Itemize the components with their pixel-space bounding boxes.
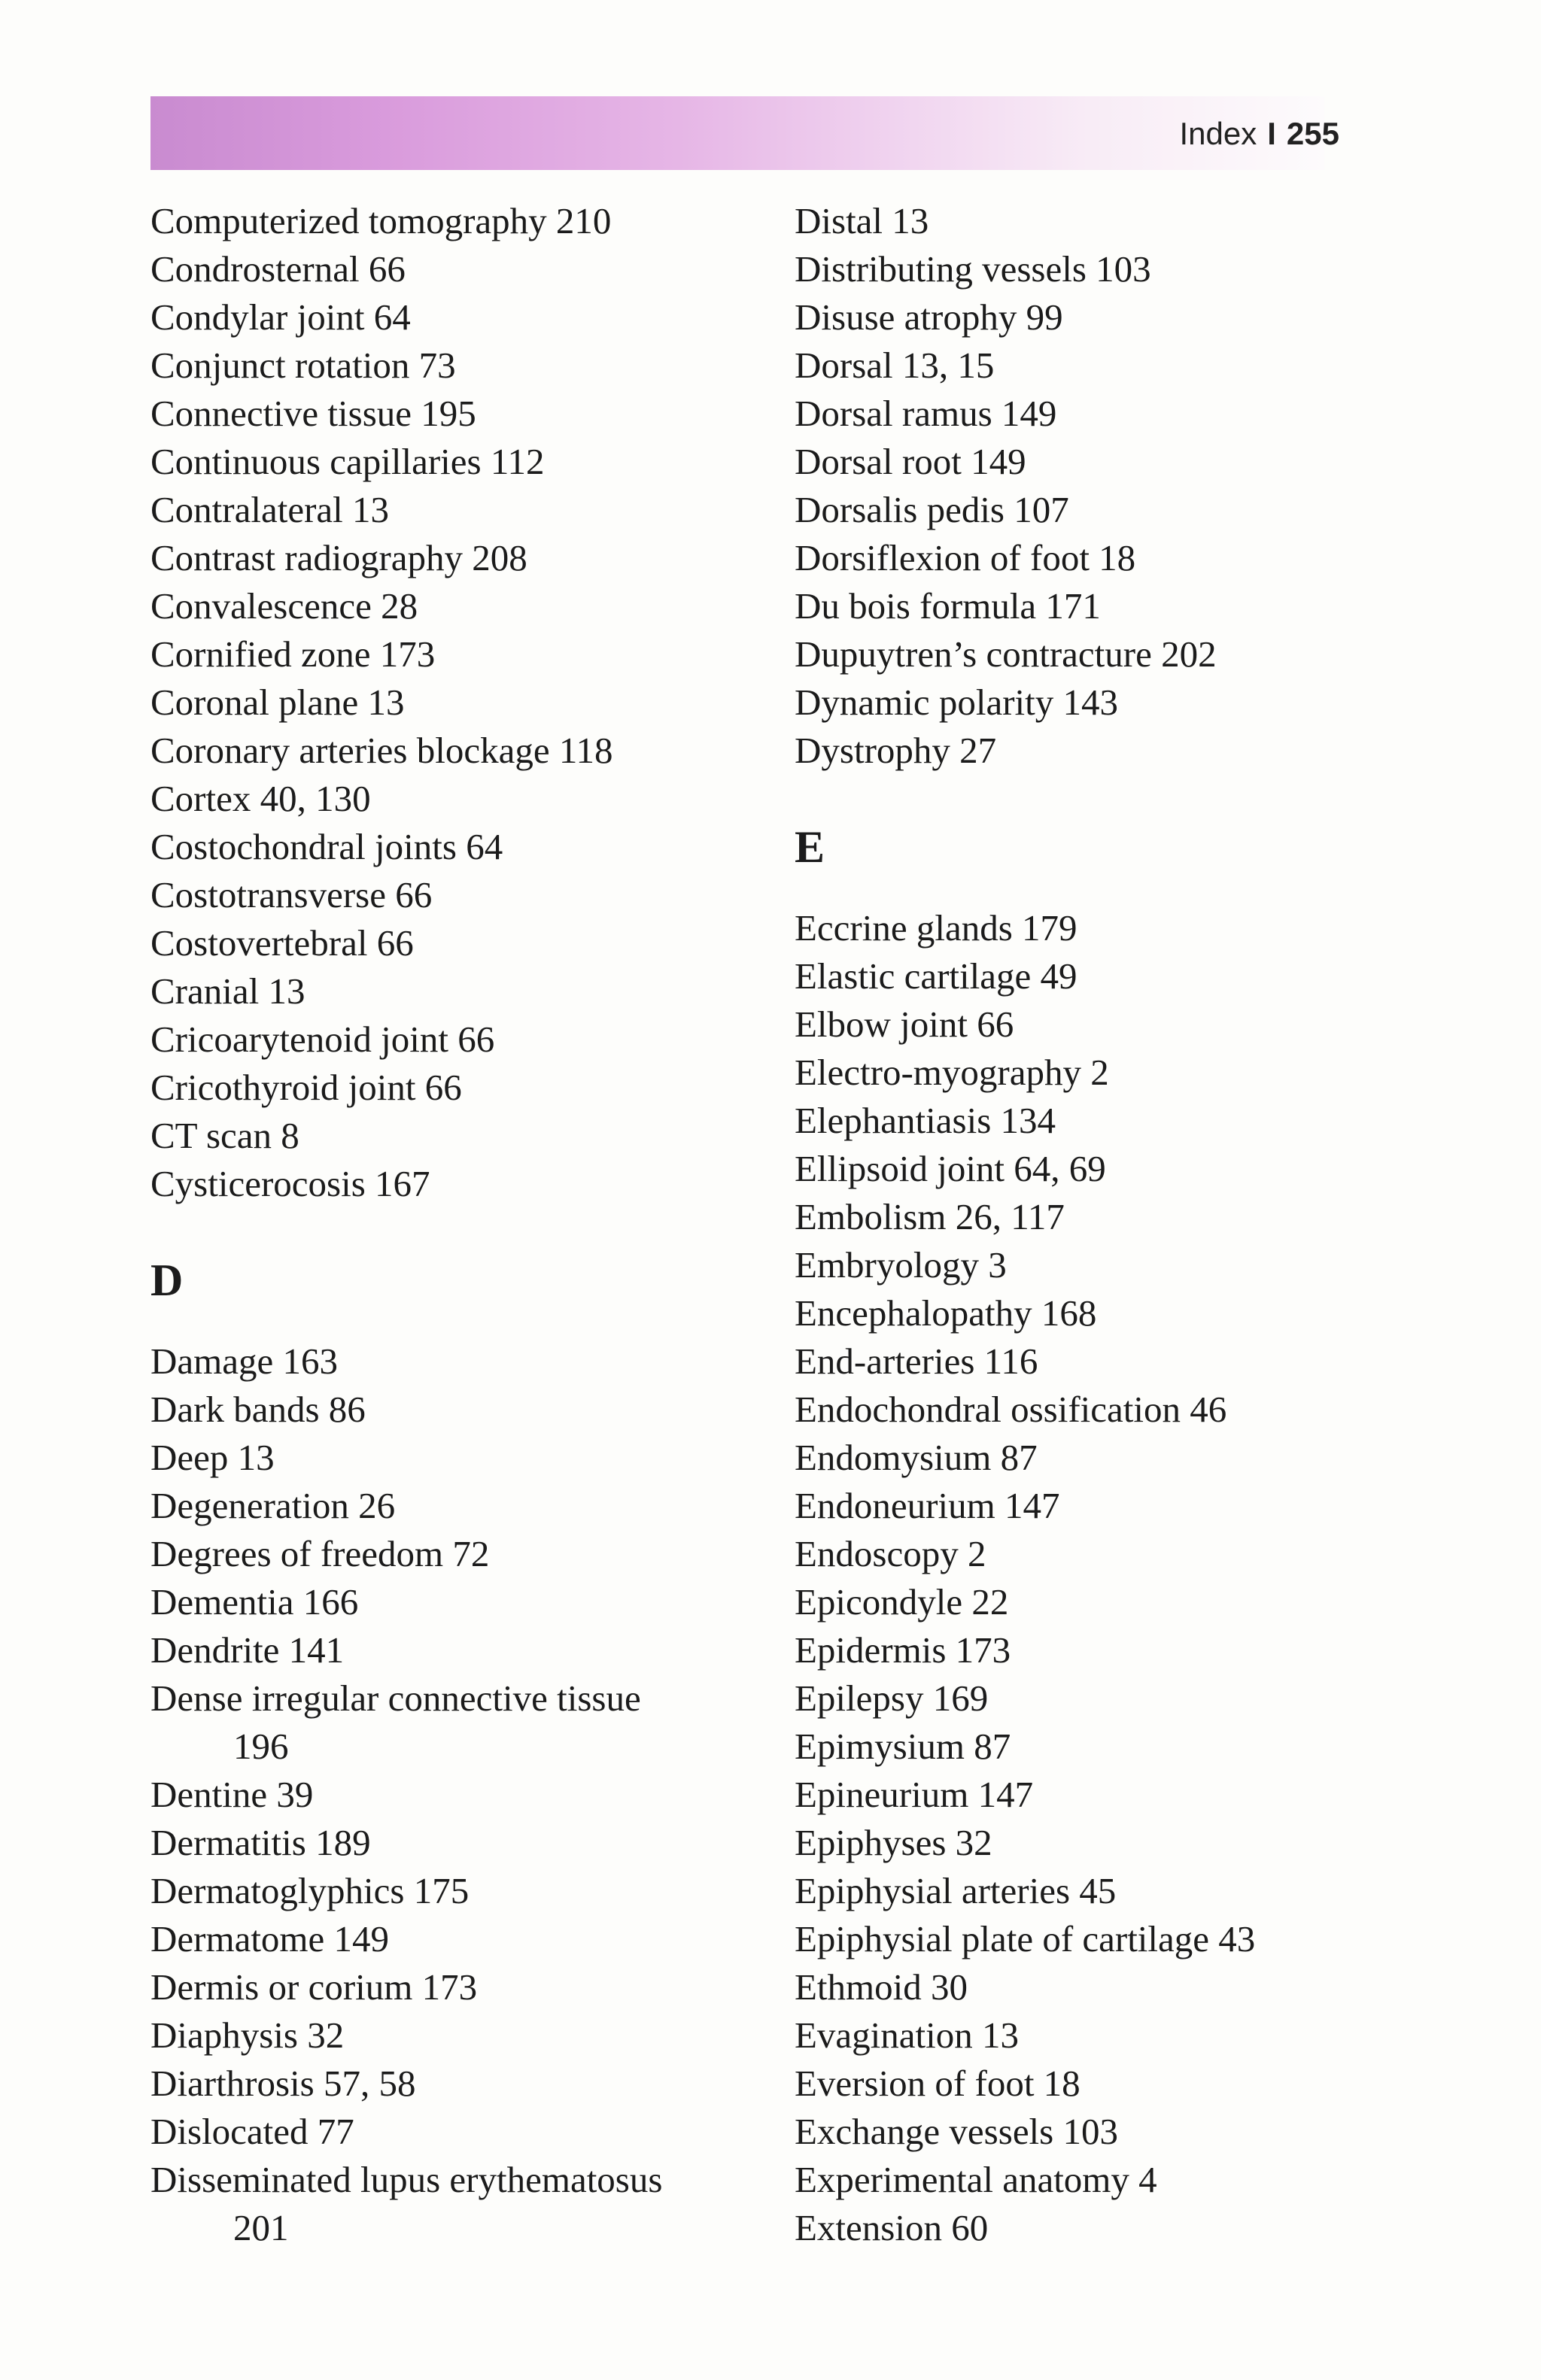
- index-entry: Distal 13: [795, 200, 929, 241]
- index-entry-page: 201: [233, 2207, 289, 2248]
- index-entry: Costotransverse 66: [150, 874, 433, 915]
- index-entry: Ethmoid 30: [795, 1966, 968, 2008]
- index-entry: Exchange vessels 103: [795, 2111, 1118, 2152]
- index-entry: Embryology 3: [795, 1244, 1007, 1286]
- index-entry-disseminated: [150, 2156, 813, 2252]
- index-entry: Electro-myography 2: [795, 1052, 1109, 1093]
- index-letter-heading-d: D: [150, 1255, 184, 1305]
- index-entry: Connective tissue 195: [150, 393, 476, 434]
- index-entry: Degeneration 26: [150, 1485, 396, 1526]
- index-entry: Coronal plane 13: [150, 682, 405, 723]
- running-head-separator: I: [1267, 116, 1276, 151]
- index-entry: Endomysium 87: [795, 1437, 1038, 1478]
- index-entry: Epiphyses 32: [795, 1822, 992, 1863]
- header-color-band: [150, 96, 1324, 170]
- index-entry: Conjunct rotation 73: [150, 345, 456, 386]
- index-entry: Costochondral joints 64: [150, 826, 503, 867]
- index-entry: Dorsal ramus 149: [795, 393, 1057, 434]
- index-entry: Experimental anatomy 4: [795, 2159, 1157, 2200]
- index-entry: Embolism 26, 117: [795, 1196, 1065, 1237]
- index-entry-text: Disseminated lupus erythematosus: [150, 2159, 663, 2200]
- index-entry: Dendrite 141: [150, 1629, 345, 1671]
- index-entry: Dementia 166: [150, 1581, 359, 1623]
- index-entry: Dermatoglyphics 175: [150, 1870, 470, 1911]
- index-group-d-part1: [150, 1337, 813, 1674]
- index-entry: Distributing vessels 103: [795, 248, 1151, 290]
- index-entry: Elephantiasis 134: [795, 1100, 1056, 1141]
- index-entry: Endochondral ossification 46: [795, 1389, 1227, 1430]
- index-entry: End-arteries 116: [795, 1340, 1038, 1382]
- index-entry: Cranial 13: [150, 970, 305, 1012]
- index-entry: Cricoarytenoid joint 66: [150, 1018, 495, 1060]
- index-entry: Extension 60: [795, 2207, 989, 2248]
- index-entry: Eversion of foot 18: [795, 2063, 1081, 2104]
- index-entry: Dorsal root 149: [795, 441, 1026, 482]
- index-entry: Elbow joint 66: [795, 1003, 1014, 1045]
- index-entry-dense-irregular: [150, 1674, 813, 1771]
- index-entry: Dermatome 149: [150, 1918, 390, 1960]
- index-entry: Evagination 13: [795, 2014, 1020, 2056]
- page-number: 255: [1286, 116, 1339, 151]
- index-entry: Epilepsy 169: [795, 1677, 989, 1719]
- index-entry: Ellipsoid joint 64, 69: [795, 1148, 1106, 1189]
- index-entry: Epimysium 87: [795, 1726, 1011, 1767]
- index-group-c: [150, 197, 813, 1208]
- index-entry: Continuous capillaries 112: [150, 441, 545, 482]
- index-entry: Contrast radiography 208: [150, 537, 527, 578]
- index-entry: Dark bands 86: [150, 1389, 366, 1430]
- index-entry: Dynamic polarity 143: [795, 682, 1119, 723]
- index-entry-text: Dense irregular connective tissue: [150, 1677, 641, 1719]
- index-entry: Dorsal 13, 15: [795, 345, 995, 386]
- index-entry: Deep 13: [150, 1437, 275, 1478]
- index-column-right: [795, 197, 1457, 2252]
- index-entry: Dorsalis pedis 107: [795, 489, 1069, 530]
- index-entry: Coronary arteries blockage 118: [150, 730, 613, 771]
- index-entry: Condylar joint 64: [150, 296, 411, 338]
- index-entry: Epiphysial arteries 45: [795, 1870, 1117, 1911]
- index-column-left: [150, 197, 813, 2252]
- index-entry: Costovertebral 66: [150, 922, 414, 964]
- index-entry: Damage 163: [150, 1340, 338, 1382]
- index-entry: Diaphysis 32: [150, 2014, 345, 2056]
- index-entry: CT scan 8: [150, 1115, 299, 1156]
- index-entry: Dermis or corium 173: [150, 1966, 478, 2008]
- index-entry: Convalescence 28: [150, 585, 418, 627]
- running-head: [1180, 114, 1340, 153]
- index-entry: Cortex 40, 130: [150, 778, 371, 819]
- index-entry: Dermatitis 189: [150, 1822, 371, 1863]
- index-entry: Diarthrosis 57, 58: [150, 2063, 416, 2104]
- index-group-d-continued: [795, 197, 1457, 775]
- index-entry: Computerized tomography 210: [150, 200, 612, 241]
- index-entry-page: 196: [233, 1726, 289, 1767]
- index-entry: Eccrine glands 179: [795, 907, 1077, 949]
- index-entry: Endoscopy 2: [795, 1533, 986, 1574]
- index-entry: Dupuytren’s contracture 202: [795, 633, 1217, 675]
- index-entry: Cysticerocosis 167: [150, 1163, 430, 1204]
- index-entry: Elastic cartilage 49: [795, 955, 1077, 997]
- index-entry: Contralateral 13: [150, 489, 390, 530]
- index-entry: Epineurium 147: [795, 1774, 1034, 1815]
- index-entry: Degrees of freedom 72: [150, 1533, 490, 1574]
- index-entry: Dystrophy 27: [795, 730, 997, 771]
- index-entry: Endoneurium 147: [795, 1485, 1060, 1526]
- index-entry: Disuse atrophy 99: [795, 296, 1063, 338]
- running-head-section: Index: [1179, 116, 1257, 151]
- index-group-d-part2: [150, 1771, 813, 2156]
- index-letter-heading-e: E: [795, 822, 825, 872]
- index-entry: Epidermis 173: [795, 1629, 1011, 1671]
- index-entry: Du bois formula 171: [795, 585, 1101, 627]
- index-entry: Dislocated 77: [150, 2111, 354, 2152]
- index-entry: Epiphysial plate of cartilage 43: [795, 1918, 1256, 1960]
- index-entry: Condrosternal 66: [150, 248, 406, 290]
- index-entry: Encephalopathy 168: [795, 1292, 1097, 1334]
- index-entry: Dorsiflexion of foot 18: [795, 537, 1136, 578]
- index-entry: Cricothyroid joint 66: [150, 1067, 462, 1108]
- index-entry: Cornified zone 173: [150, 633, 436, 675]
- index-entry: Dentine 39: [150, 1774, 314, 1815]
- index-entry: Epicondyle 22: [795, 1581, 1009, 1623]
- index-group-e: [795, 904, 1457, 2252]
